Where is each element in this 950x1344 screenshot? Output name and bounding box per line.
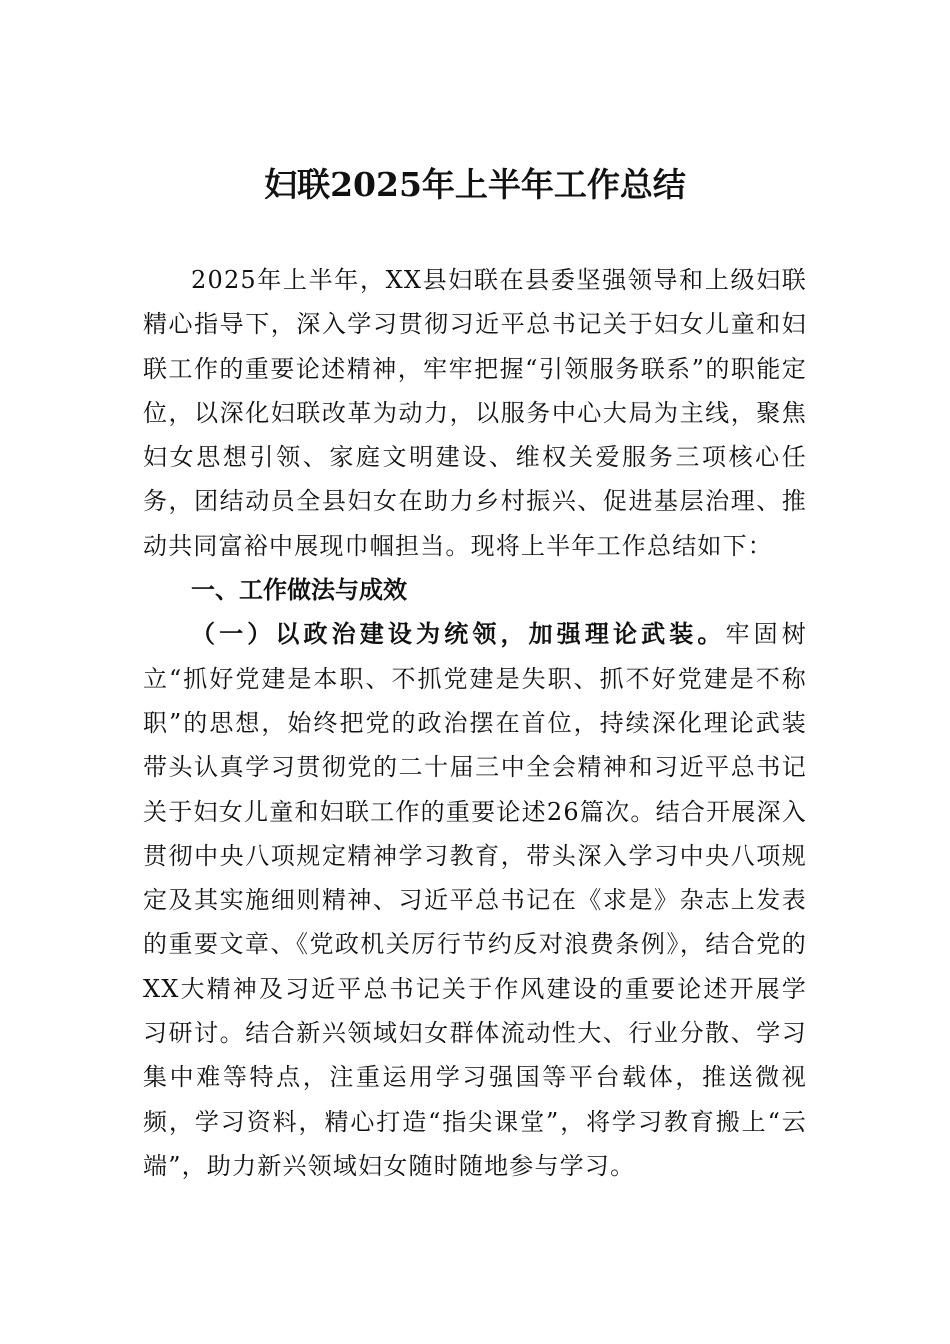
section-heading: 一、工作做法与成效 xyxy=(191,576,407,605)
section-paragraph xyxy=(143,612,807,1188)
intro-paragraph: 2025年上半年，XX县妇联在县委坚强领导和上级妇联精心指导下，深入学习贯彻习近平总书记关于妇女儿童和妇联工作的重要论述精神，牢牢把握“引领服务联系”的职能定位，以深化妇联改革为动力，以服务中心大局为主线，聚焦妇女思想引领、家庭文明建设、维权关爱服务三项核心任务，团结动员全县妇女在助力乡村振兴、促进基层治理、推动共同富裕中展现巾帼担当。现将上半年工作总结如下： xyxy=(143,266,807,560)
sub-body: 牢固树立“抓好党建是本职、不抓党建是失职、抓不好党建是不称职”的思想，始终把党的政治摆在首位，持续深化理论武装带头认真学习贯彻党的二十届三中全会精神和习近平总书记关于妇女儿童和妇联工作的重要论述26篇次。结合开展深入贯彻中央八项规定精神学习教育，带头深入学习中央八项规定及其实施细则精神、习近平总书记在《求是》杂志上发表的重要文章、《党政机关厉行节约反对浪费条例》，结合党的XX大精神及习近平总书记关于作风建设的重要论述开展学习研讨。结合新兴领域妇女群体流动性大、行业分散、学习集中难等特点，注重运用学习强国等平台载体，推送微视频，学习资料，精心打造“指尖课堂”，将学习教育搬上“云端”，助力新兴领域妇女随时随地参与学习。 xyxy=(143,620,807,1180)
document-title: 妇联2025年上半年工作总结 xyxy=(264,165,686,204)
document-body xyxy=(143,258,807,1188)
sub-heading: （一）以政治建设为统领，加强理论武装。 xyxy=(191,619,726,649)
